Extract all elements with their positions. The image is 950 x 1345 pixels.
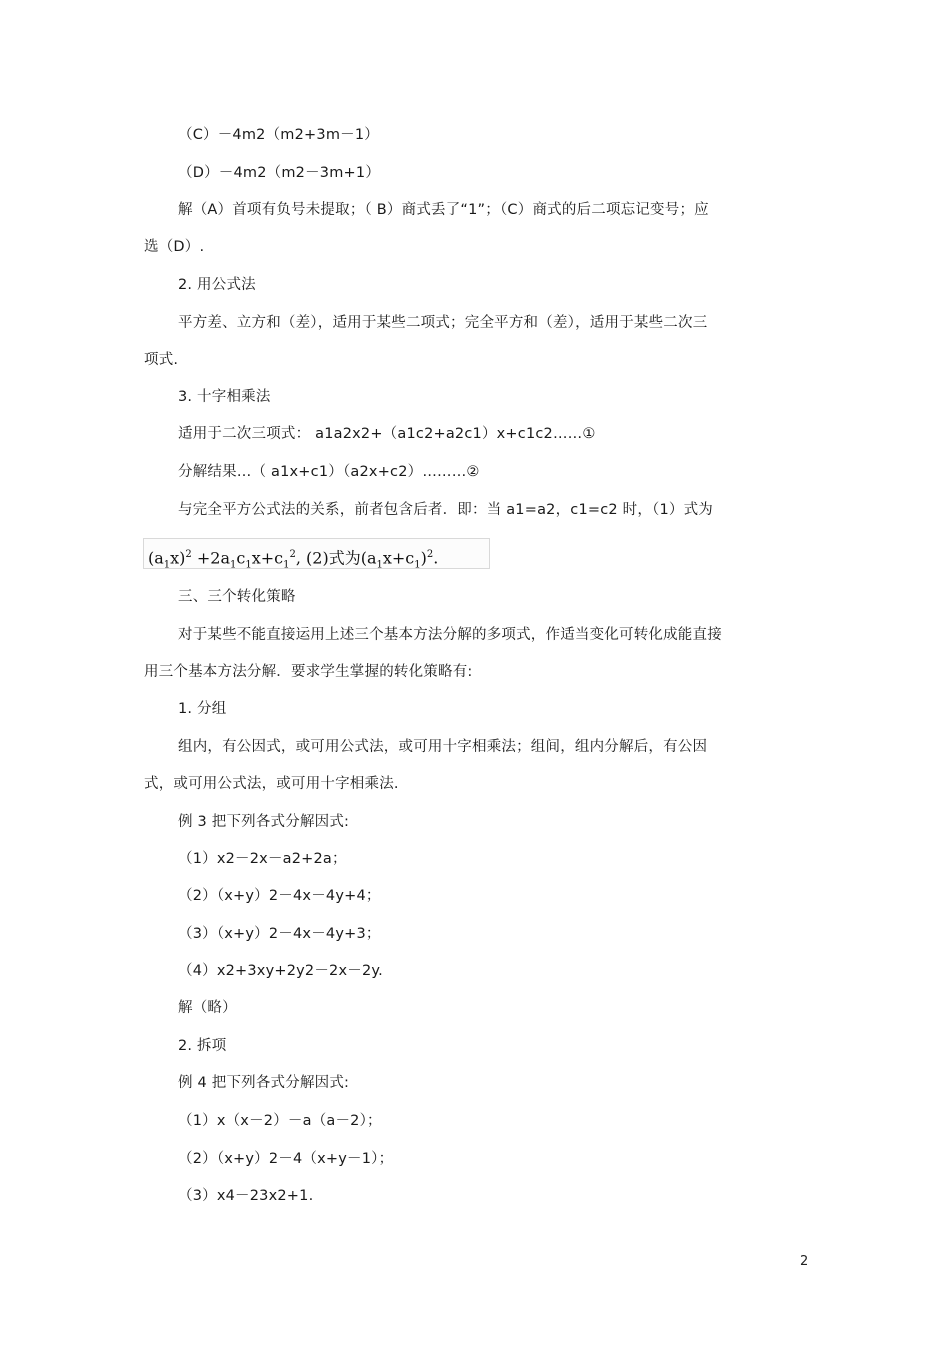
text-line: 解（略） — [178, 1000, 237, 1016]
text-line: （D）－4m2（m2－3m+1） — [178, 165, 381, 181]
example-heading: 例 4 把下列各式分解因式: — [178, 1075, 350, 1091]
text-line: 式，或可用公式法，或可用十字相乘法. — [144, 776, 399, 792]
text-line: 解（A）首项有负号未提取；（ B）商式丢了“1”；（C）商式的后二项忘记变号；应 — [178, 202, 709, 218]
text-line: 对于某些不能直接运用上述三个基本方法分解的多项式，作适当变化可转化成能直接 — [178, 627, 722, 643]
text-line: 项式. — [144, 352, 179, 368]
text-line: 与完全平方公式法的关系，前者包含后者．即：当 a1=a2，c1=c2 时，（1）式为 — [178, 502, 714, 518]
text-line: （4）x2+3xy+2y2－2x－2y. — [178, 963, 383, 979]
text-line: 选（D）. — [144, 239, 205, 255]
text-line: 分解结果…（ a1x+c1）（a2x+c2）………② — [178, 464, 480, 480]
page-number: 2 — [800, 1254, 809, 1269]
text-line: 组内，有公因式，或可用公式法，或可用十字相乘法；组间，组内分解后，有公因 — [178, 739, 708, 755]
text-line: 适用于二次三项式： a1a2x2+（a1c2+a2c1）x+c1c2……① — [178, 426, 596, 442]
example-heading: 例 3 把下列各式分解因式: — [178, 814, 350, 830]
section-heading: 1. 分组 — [178, 701, 227, 717]
text-line: （2）（x+y）2－4（x+y－1）； — [178, 1151, 394, 1167]
section-heading: 2. 拆项 — [178, 1038, 227, 1054]
section-heading: 三、三个转化策略 — [178, 589, 296, 605]
text-line: （3）（x+y）2－4x－4y+3； — [178, 926, 381, 942]
text-line: （C）－4m2（m2+3m－1） — [178, 127, 379, 143]
text-line: 用三个基本方法分解．要求学生掌握的转化策略有: — [144, 664, 473, 680]
text-line: （3）x4－23x2+1. — [178, 1188, 314, 1204]
section-heading: 3. 十字相乘法 — [178, 389, 271, 405]
formula-image: $(a_1x)^2 +2a_1c_1x+c_1^2$, (2)式为$(a_1x+c_1)^2$. — [143, 538, 490, 569]
text-line: （1）x（x－2）－a（a－2）； — [178, 1113, 382, 1129]
section-heading: 2. 用公式法 — [178, 277, 256, 293]
text-line: 平方差、立方和（差），适用于某些二项式；完全平方和（差），适用于某些二次三 — [178, 315, 708, 331]
text-line: （1）x2－2x－a2+2a； — [178, 851, 347, 867]
text-line: （2）（x+y）2－4x－4y+4； — [178, 888, 381, 904]
